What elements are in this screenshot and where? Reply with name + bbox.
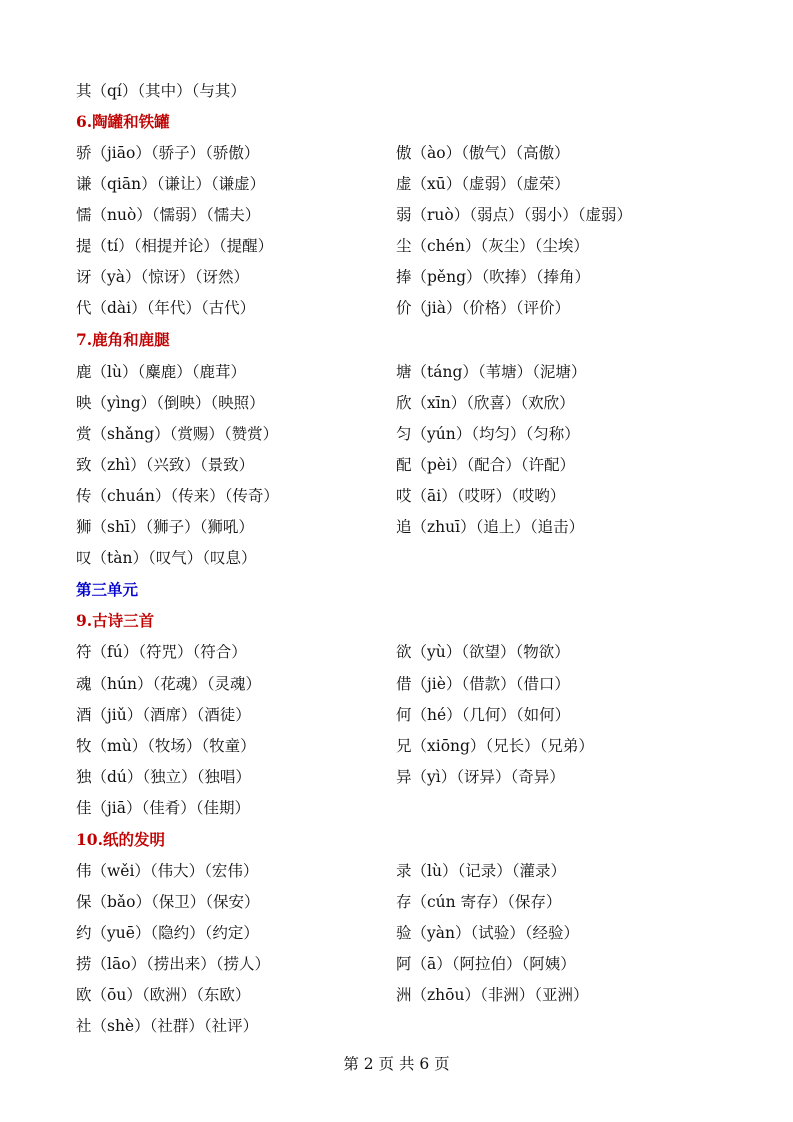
vocab-line: 代（dài）（年代）（古代） xyxy=(76,299,256,317)
vocab-line: 约（yuē）（隐约）（约定） xyxy=(76,924,259,942)
lesson-title: 9.古诗三首 xyxy=(76,611,155,630)
lesson-title: 10.纸的发明 xyxy=(76,830,165,849)
lesson-title: 7.鹿角和鹿腿 xyxy=(76,330,170,349)
vocab-line: 验（yàn）（试验）（经验） xyxy=(396,924,579,942)
vocab-line: 异（yì）（讶异）（奇异） xyxy=(396,768,565,786)
page-footer: 第 2 页 共 6 页 xyxy=(343,1055,450,1073)
vocab-line: 牧（mù）（牧场）（牧童） xyxy=(76,737,256,755)
vocab-line: 阿（ā）（阿拉伯）（阿姨） xyxy=(396,955,576,973)
vocab-line: 社（shè）（社群）（社评） xyxy=(76,1017,259,1035)
vocab-line: 欣（xīn）（欣喜）（欢欣） xyxy=(396,394,575,412)
vocab-line: 伟（wěi）（伟大）（宏伟） xyxy=(76,862,259,880)
vocab-line: 弱（ruò）（弱点）（弱小）（虚弱） xyxy=(396,206,632,224)
vocab-line: 存（cún 寄存）（保存） xyxy=(396,893,562,911)
vocab-line: 配（pèi）（配合）（许配） xyxy=(396,456,576,474)
vocab-line: 叹（tàn）（叹气）（叹息） xyxy=(76,549,257,567)
vocab-line: 映（yìng）（倒映）（映照） xyxy=(76,394,265,412)
vocab-line: 欧（ōu）（欧洲）（东欧） xyxy=(76,986,251,1004)
vocab-line: 传（chuán）（传来）（传奇） xyxy=(76,487,279,505)
vocab-line: 尘（chén）（灰尘）（尘埃） xyxy=(396,237,589,255)
vocab-line: 洲（zhōu）（非洲）（亚洲） xyxy=(396,986,589,1004)
vocab-line: 追（zhuī）（追上）（追击） xyxy=(396,518,585,536)
vocab-line: 捧（pěng）（吹捧）（捧角） xyxy=(396,268,591,286)
vocab-line: 骄（jiāo）（骄子）（骄傲） xyxy=(76,144,260,162)
vocab-line: 匀（yún）（均匀）（匀称） xyxy=(396,425,580,443)
vocab-line: 提（tí）（相提并论）（提醒） xyxy=(76,237,274,255)
vocab-line: 狮（shī）（狮子）（狮吼） xyxy=(76,518,254,536)
vocab-line: 保（bǎo）（保卫）（保安） xyxy=(76,893,260,911)
vocab-line: 酒（jiǔ）（酒席）（酒徒） xyxy=(76,706,251,724)
unit-title: 第三单元 xyxy=(76,580,139,599)
vocab-line: 何（hé）（几何）（如何） xyxy=(396,706,571,724)
vocab-line: 借（jiè）（借款）（借口） xyxy=(396,675,570,693)
vocab-line: 价（jià）（价格）（评价） xyxy=(396,299,571,317)
vocab-line: 哎（āi）（哎呀）（哎哟） xyxy=(396,487,566,505)
vocab-line: 讶（yà）（惊讶）（讶然） xyxy=(76,268,249,286)
vocab-line: 魂（hún）（花魂）（灵魂） xyxy=(76,675,261,693)
vocab-line: 符（fú）（符咒）（符合） xyxy=(76,643,247,661)
vocab-line: 独（dú）（独立）（独唱） xyxy=(76,768,251,786)
vocab-line: 谦（qiān）（谦让）（谦虚） xyxy=(76,175,266,193)
vocab-line: 虚（xū）（虚弱）（虚荣） xyxy=(396,175,570,193)
lesson-title: 6.陶罐和铁罐 xyxy=(76,112,170,131)
vocab-line: 鹿（lù）（麋鹿）（鹿茸） xyxy=(76,363,246,381)
text-line: 其（qí）（其中）（与其） xyxy=(76,82,246,100)
vocab-line: 佳（jiā）（佳肴）（佳期） xyxy=(76,799,251,817)
vocab-line: 捞（lāo）（捞出来）（捞人） xyxy=(76,955,271,973)
vocab-line: 录（lù）（记录）（灌录） xyxy=(396,862,566,880)
vocab-line: 懦（nuò）（懦弱）（懦夫） xyxy=(76,206,261,224)
vocab-line: 赏（shǎng）（赏赐）（赞赏） xyxy=(76,425,279,443)
vocab-line: 兄（xiōng）（兄长）（兄弟） xyxy=(396,737,594,755)
vocab-line: 塘（táng）（苇塘）（泥塘） xyxy=(396,363,587,381)
vocab-line: 欲（yù）（欲望）（物欲） xyxy=(396,643,570,661)
vocab-line: 傲（ào）（傲气）（高傲） xyxy=(396,144,570,162)
vocab-line: 致（zhì）（兴致）（景致） xyxy=(76,456,255,474)
